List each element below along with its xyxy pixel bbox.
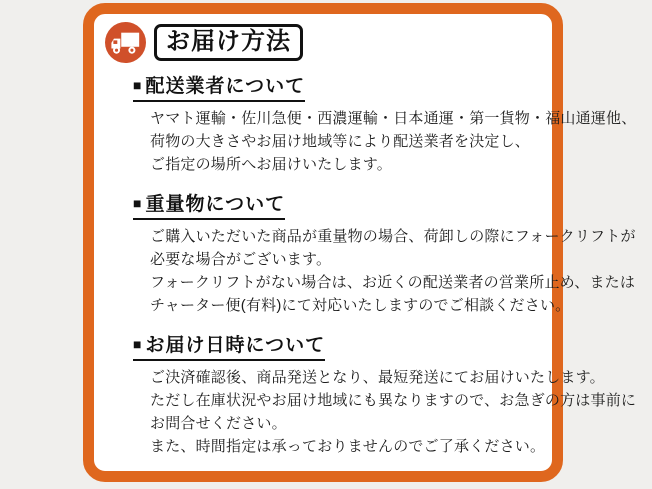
square-bullet-icon: ■ — [133, 77, 143, 93]
page-title: お届け方法 — [154, 24, 303, 62]
truck-icon — [105, 22, 146, 63]
body-line: 必要な場合がございます。 — [150, 251, 332, 268]
section-heading-label: 重量物について — [145, 194, 286, 215]
body-line: ご購入いただいた商品が重量物の場合、荷卸しの際にフォークリフトが — [150, 228, 636, 245]
section-carriers — [133, 71, 637, 176]
body-line: お問合せください。 — [150, 415, 287, 432]
body-line: フォークリフトがない場合は、お近くの配送業者の営業所止め、または — [150, 274, 636, 291]
body-line: また、時間指定は承っておりませんのでご了承ください。 — [150, 438, 546, 455]
body-line: 荷物の大きさやお届け地域等により配送業者を決定し、 — [150, 133, 531, 150]
header-row — [105, 22, 538, 63]
section-carriers-heading — [133, 71, 305, 102]
section-heavy-items — [133, 189, 636, 317]
section-carriers-body — [133, 107, 637, 176]
body-line: チャーター便(有料)にて対応いたしますのでご相談ください。 — [150, 297, 571, 314]
section-heading-label: 配送業者について — [145, 76, 306, 97]
section-heading-label: お届け日時について — [145, 335, 326, 356]
section-heavy-items-body — [133, 225, 636, 317]
section-delivery-schedule-heading — [133, 330, 325, 361]
body-line: ただし在庫状況やお届け地域にも異なりますので、お急ぎの方は事前に — [150, 392, 637, 409]
section-delivery-schedule — [133, 330, 637, 458]
square-bullet-icon: ■ — [133, 336, 143, 352]
section-delivery-schedule-body — [133, 366, 637, 458]
body-line: ご決済確認後、商品発送となり、最短発送にてお届けいたします。 — [150, 369, 605, 386]
delivery-info-panel — [83, 3, 637, 482]
panel-content — [94, 14, 637, 458]
body-line: ご指定の場所へお届けいたします。 — [150, 156, 393, 173]
body-line: ヤマト運輸・佐川急便・西濃運輸・日本通運・第一貨物・福山通運他、 — [150, 110, 637, 127]
square-bullet-icon: ■ — [133, 195, 143, 211]
section-heavy-items-heading — [133, 189, 285, 220]
